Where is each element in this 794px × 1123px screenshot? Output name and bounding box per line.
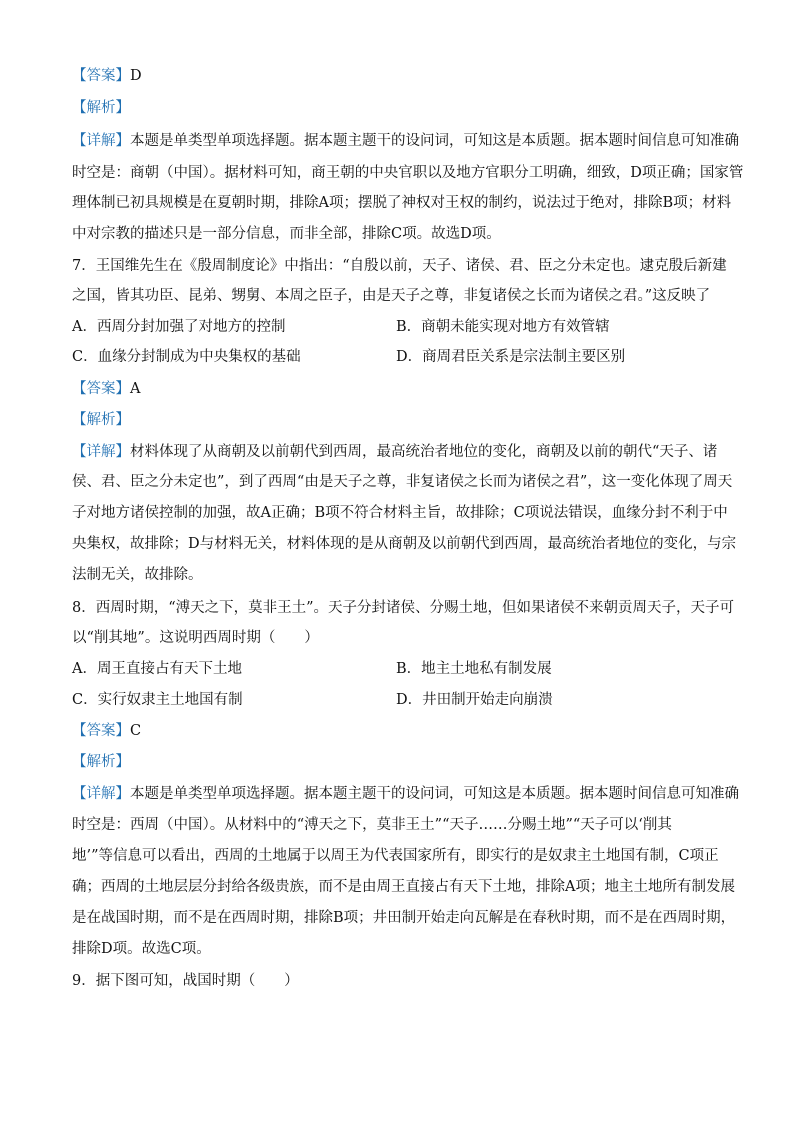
q6-detail-line-1 [72, 131, 739, 151]
detail-tag: 【详解】 [72, 786, 130, 802]
q6-analysis-tag [72, 98, 130, 118]
q8-stem-line-2: 以“削其地”。这说明西周时期（ ） [72, 630, 319, 646]
q6-detail-line-2: 时空是：商朝（中国）。据材料可知，商王朝的中央官职以及地方官职分工明确，细致，D项正确；国家管 [72, 165, 744, 181]
answer-value: A [130, 381, 141, 397]
q8-option-c: C．实行奴隶主土地国有制 [72, 692, 243, 708]
q7-stem-line-2: 之国，皆其功臣、昆弟、甥舅、本周之臣子，由是天子之尊，非复诸侯之长而为诸侯之君。”这反映了 [72, 288, 711, 304]
q8-detail-line-2: 时空是：西周（中国）。从材料中的“溥天之下，莫非王土”“天子……分赐土地”“天子可以‘削其 [72, 817, 672, 833]
q7-option-c: C．血缘分封制成为中央集权的基础 [72, 349, 301, 365]
detail-text: 本题是单类型单项选择题。据本题主题干的设问词，可知这是本质题。据本题时间信息可知准确 [130, 133, 739, 149]
q8-detail-line-6: 排除D项。故选C项。 [72, 941, 211, 957]
q8-option-b: B．地主土地私有制发展 [396, 661, 552, 677]
q7-detail-line-2: 侯、君、臣之分未定也”，到了西周“由是天子之尊，非复诸侯之长而为诸侯之君”，这一变化体现了周天 [72, 474, 733, 490]
answer-tag: 【答案】 [72, 68, 130, 84]
detail-text: 本题是单类型单项选择题。据本题主题干的设问词，可知这是本质题。据本题时间信息可知准确 [130, 786, 739, 802]
q9-stem: 9．据下图可知，战国时期（ ） [72, 973, 299, 989]
q7-analysis-tag [72, 410, 130, 430]
q8-analysis-tag [72, 752, 130, 772]
q8-detail-line-4: 确；西周的土地层层分封给各级贵族，而不是由周王直接占有天下土地，排除A项；地主土地所有制发展 [72, 879, 735, 895]
detail-text: 材料体现了从商朝及以前朝代到西周，最高统治者地位的变化，商朝及以前的朝代“天子、诸 [130, 444, 718, 460]
detail-tag: 【详解】 [72, 444, 130, 460]
q8-stem-line-1: 8．西周时期，“溥天之下，莫非王土”。天子分封诸侯、分赐土地，但如果诸侯不来朝贡周天子，天子可 [72, 600, 735, 616]
q7-option-a: A．西周分封加强了对地方的控制 [72, 319, 286, 335]
q7-detail-line-4: 央集权，故排除；D与材料无关，材料体现的是从商朝及以前朝代到西周，最高统治者地位的变化，与宗 [72, 536, 737, 552]
q6-answer-line [72, 66, 142, 86]
q7-stem-line-1: 7．王国维先生在《殷周制度论》中指出：“自殷以前，天子、诸侯、君、臣之分未定也。逮克殷后新建 [72, 258, 727, 274]
q7-answer-line [72, 379, 140, 399]
answer-tag: 【答案】 [72, 723, 130, 739]
analysis-tag: 【解析】 [72, 100, 130, 116]
q8-detail-line-5: 是在战国时期，而不是在西周时期，排除B项；井田制开始走向瓦解是在春秋时期，而不是在西周时期， [72, 910, 736, 926]
q6-detail-line-4: 中对宗教的描述只是一部分信息，而非全部，排除C项。故选D项。 [72, 226, 501, 242]
analysis-tag: 【解析】 [72, 754, 130, 770]
q8-option-d: D．井田制开始走向崩溃 [396, 692, 553, 708]
q7-detail-line-5: 法制无关，故排除。 [72, 567, 203, 583]
answer-value: D [130, 68, 142, 84]
q8-option-a: A．周王直接占有天下土地 [72, 661, 242, 677]
q7-detail-line-1 [72, 442, 717, 462]
q8-answer-line [72, 721, 141, 741]
q7-option-b: B．商朝未能实现对地方有效管辖 [396, 319, 610, 335]
q8-detail-line-3: 地’”等信息可以看出，西周的土地属于以周王为代表国家所有，即实行的是奴隶主土地国有制，C项正 [72, 848, 719, 864]
q7-option-d: D．商周君臣关系是宗法制主要区别 [396, 349, 626, 365]
answer-tag: 【答案】 [72, 381, 130, 397]
detail-tag: 【详解】 [72, 133, 130, 149]
q7-detail-line-3: 子对地方诸侯控制的加强，故A正确；B项不符合材料主旨，故排除；C项说法错误，血缘分封不利于中 [72, 505, 728, 521]
q8-detail-line-1 [72, 784, 739, 804]
answer-value: C [130, 723, 142, 739]
q6-detail-line-3: 理体制已初具规模是在夏朝时期，排除A项；摆脱了神权对王权的制约，说法过于绝对，排除B项；材料 [72, 195, 732, 211]
analysis-tag: 【解析】 [72, 412, 130, 428]
